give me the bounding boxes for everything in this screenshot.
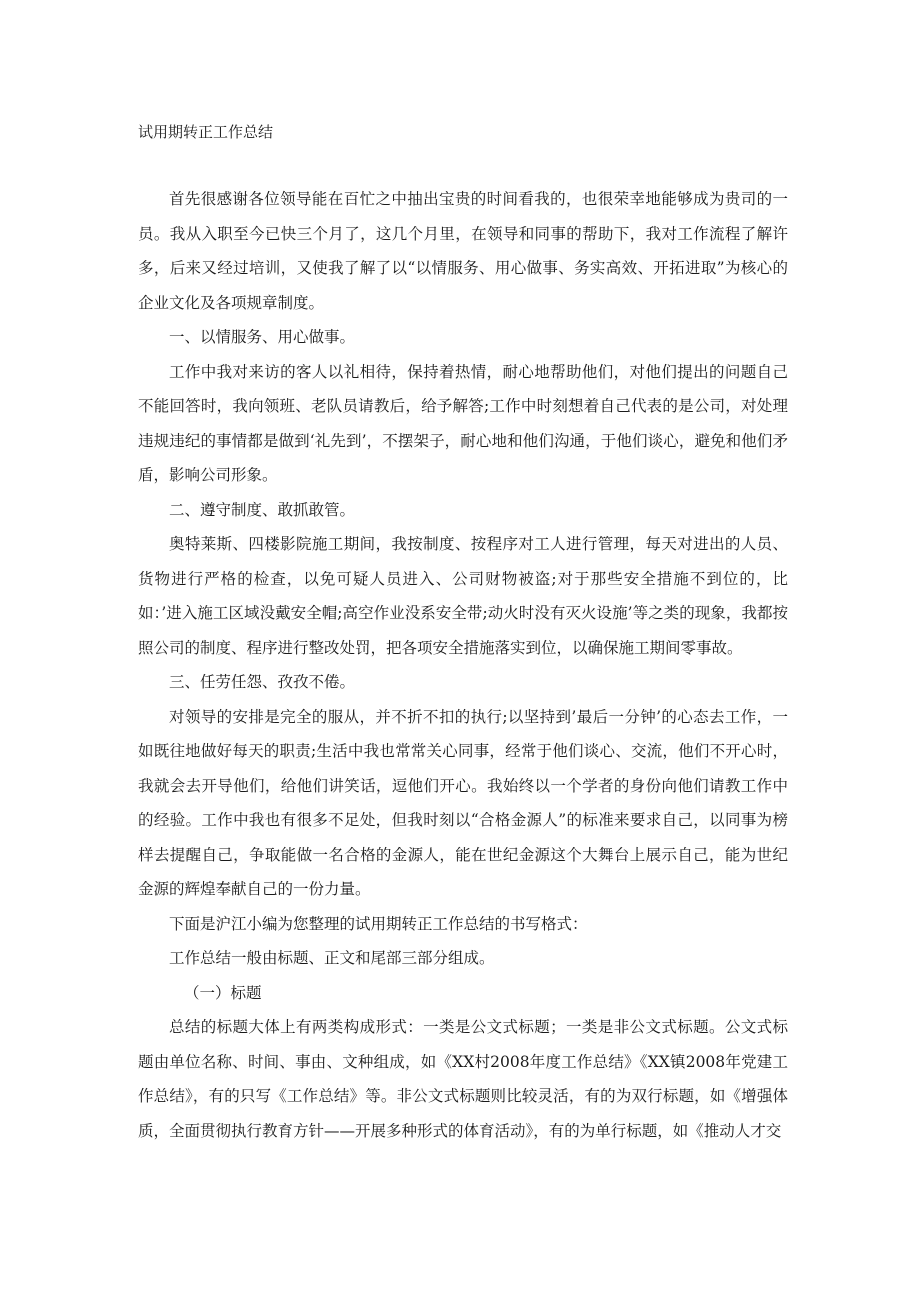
paragraph-section-3: 对领导的安排是完全的服从，并不折不扣的执行;以坚持到’最后一分钟’的心态去工作，一如既往地做好每天的职责;生活中我也常常关心同事，经常于他们谈心、交流，他们不开心时，我就会去开导他们，给他们讲笑话，逗他们开心。我始终以一个学者的身份向他们请教工作中的经验。工作中我也有很多不足处，但我时刻以“合格金源人”的标准来要求自己，以同事为榜样去提醒自己，争取能做一名合格的金源人，能在世纪金源这个大舞台上展示自己，能为世纪金源的辉煌奉献自己的一份力量。 [138, 707, 788, 898]
document-body [138, 182, 788, 1148]
paragraph-format-structure: 工作总结一般由标题、正文和尾部三部分组成。 [169, 949, 495, 967]
paragraph-section-1: 工作中我对来访的客人以礼相待，保持着热情，耐心地帮助他们，对他们提出的问题自己不能回答时，我向领班、老队员请教后，给予解答;工作中时刻想着自己代表的是公司，对处理违规违纪的事情都是做到‘礼先到’，不摆架子，耐心地和他们沟通，于他们谈心，避免和他们矛盾，影响公司形象。 [138, 362, 788, 484]
section-heading-3: 三、任劳任怨、孜孜不倦。 [169, 673, 356, 691]
section-heading-2: 二、遵守制度、敢抓敢管。 [169, 500, 356, 519]
paragraph-format-intro: 下面是沪江小编为您整理的试用期转正工作总结的书写格式： [169, 914, 588, 933]
section-heading-1: 一、以情服务、用心做事。 [169, 328, 356, 346]
document-title: 试用期转正工作总结 [138, 123, 274, 141]
paragraph-title-forms: 总结的标题大体上有两类构成形式：一类是公文式标题；一类是非公文式标题。公文式标题由单位名称、时间、事由、文种组成，如《XX村2008年度工作总结》《XX镇2008年党建工作总结》，有的只写《工作总结》等。非公文式标题则比较灵活，有的为双行标题，如《增强体质，全面贯彻执行教育方针——开展多种形式的体育活动》，有的为单行标题，如《推动人才交 [138, 1018, 788, 1140]
paragraph-intro: 首先很感谢各位领导能在百忙之中抽出宝贵的时间看我的，也很荣幸地能够成为贵司的一员。我从入职至今已快三个月了，这几个月里，在领导和同事的帮助下，我对工作流程了解许多，后来又经过培训，又使我了解了以“以情服务、用心做事、务实高效、开拓进取”为核心的企业文化及各项规章制度。 [138, 190, 788, 312]
subheading-title: （一）标题 [184, 983, 262, 1002]
paragraph-section-2: 奥特莱斯、四楼影院施工期间，我按制度、按程序对工人进行管理，每天对进出的人员、货物进行严格的检查，以免可疑人员进入、公司财物被盗;对于那些安全措施不到位的，比如：’进入施工区域没戴安全帽;高空作业没系安全带;动火时没有灭火设施’等之类的现象，我都按照公司的制度、程序进行整改处罚，把各项安全措施落实到位，以确保施工期间零事故。 [138, 535, 788, 657]
